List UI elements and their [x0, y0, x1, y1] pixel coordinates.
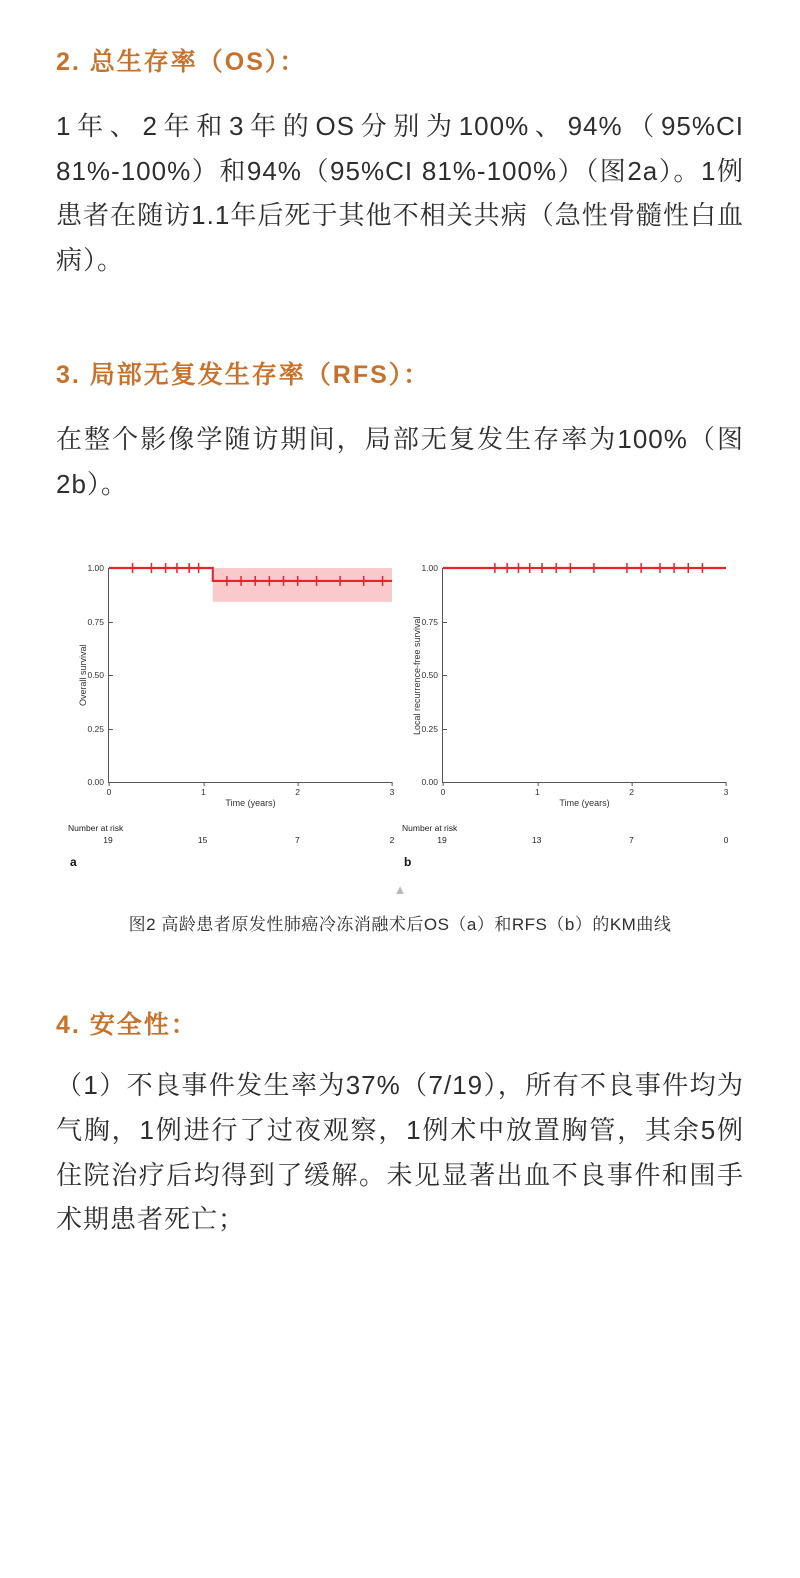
km-charts-row	[56, 563, 744, 870]
chart-b-ytick-4: 1.00	[421, 563, 443, 573]
chart-b-risk-3: 0	[723, 835, 729, 846]
chart-b-ytick-1: 0.25	[421, 724, 443, 734]
chart-a-xtick-3: 3	[390, 782, 395, 797]
chart-b-risk-2: 7	[628, 835, 634, 846]
chart-a-risk-label: Number at risk	[68, 823, 124, 834]
chart-a-x-axis-title: Time (years)	[225, 798, 276, 809]
chart-a-curve	[109, 568, 392, 782]
chart-a-y-axis-title: Overall survival	[78, 645, 88, 707]
chart-b-xtick-1: 1	[535, 782, 540, 797]
chart-a-ytick-2: 0.50	[87, 670, 109, 680]
chart-b-y-axis-title: Local recurrence-free survival	[412, 616, 422, 736]
chart-a-risk-1: 15	[197, 835, 208, 846]
km-chart-overall-survival	[68, 563, 398, 870]
chart-a-xtick-0: 0	[107, 782, 112, 797]
chart-b-xtick-2: 2	[629, 782, 634, 797]
chart-a-ytick-0: 0.00	[87, 777, 109, 787]
section-heading-rfs: 3. 局部无复发生存率（RFS）：	[56, 360, 431, 389]
section-heading-os: 2. 总生存率（OS）：	[56, 48, 307, 76]
chart-b-risk-row	[437, 835, 729, 849]
chart-b-curve	[443, 568, 726, 782]
chart-b-plot-area	[412, 563, 729, 809]
chart-b-risk-label: Number at risk	[402, 823, 458, 834]
chart-a-ytick-4: 1.00	[87, 563, 109, 573]
chart-a-risk-2: 7	[294, 835, 300, 846]
section-safety	[56, 1005, 744, 1242]
chart-b-ytick-0: 0.00	[421, 777, 443, 787]
chart-b-x-axis-title: Time (years)	[559, 798, 610, 809]
chart-a-panel-letter: a	[70, 855, 77, 870]
section-overall-survival	[56, 0, 744, 283]
chart-a-risk-0: 19	[103, 835, 113, 846]
collapse-triangle-icon[interactable]: ▲	[393, 882, 407, 898]
chart-b-ytick-3: 0.75	[421, 617, 443, 627]
section-heading-safety: 4. 安全性：	[56, 1011, 198, 1040]
chart-a-xtick-1: 1	[201, 782, 206, 797]
section-body-rfs: 在整个影像学随访期间，局部无复发生存率为100%（图2b）。	[56, 423, 744, 499]
chart-a-plot-area	[78, 563, 395, 809]
chart-b-ytick-2: 0.50	[421, 670, 443, 680]
chart-b-risk-0: 19	[437, 835, 447, 846]
chart-a-xtick-2: 2	[295, 782, 300, 797]
chart-b-panel-letter: b	[404, 855, 412, 870]
section-body-safety: （1）不良事件发生率为37%（7/19），所有不良事件均为气胸，1例进行了过夜观察，1例术中放置胸管，其余5例住院治疗后均得到了缓解。未见显著出血不良事件和围手术期患者死亡；	[56, 1070, 744, 1235]
chart-a-ytick-1: 0.25	[87, 724, 109, 734]
chart-b-xtick-3: 3	[724, 782, 729, 797]
chart-b-xtick-0: 0	[441, 782, 446, 797]
section-local-rfs	[56, 355, 744, 506]
chart-a-risk-row	[103, 835, 395, 849]
km-chart-local-rfs	[402, 563, 732, 870]
figure-caption: 图2 高龄患者原发性肺癌冷冻消融术后OS（a）和RFS（b）的KM曲线	[128, 915, 672, 935]
section-body-os: 1年、2年和3年的OS分别为100%、94%（95%CI 81%-100%）和94%（95%CI 81%-100%）（图2a）。1例患者在随访1.1年后死于其他不相关共病（急性骨髓性白血病）。	[56, 111, 744, 276]
chart-a-ytick-3: 0.75	[87, 617, 109, 627]
chart-b-risk-1: 13	[531, 835, 542, 846]
figure-2	[56, 563, 744, 935]
chart-a-risk-3: 2	[389, 835, 395, 846]
